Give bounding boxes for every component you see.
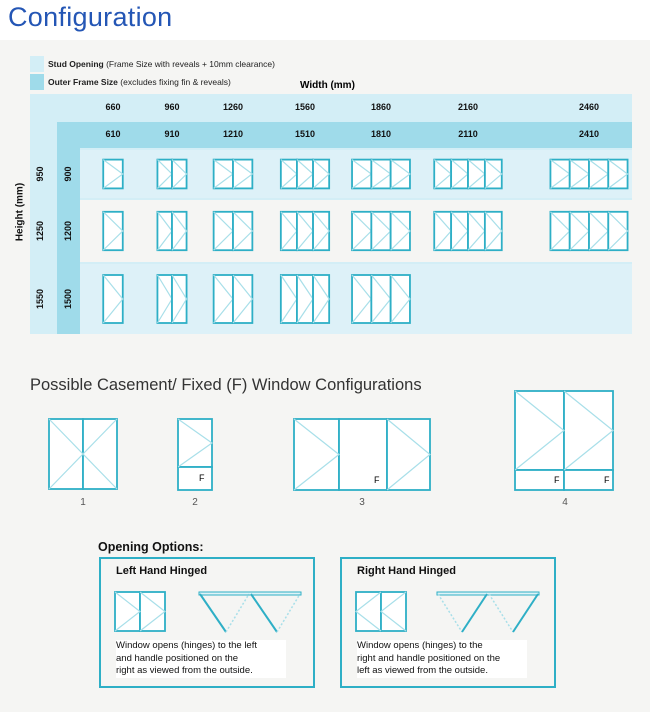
height-axis-label: Height (mm)	[14, 182, 26, 242]
frame-width-label: 910	[164, 129, 180, 139]
stud-width-label: 960	[164, 102, 180, 112]
configs-title: Possible Casement/ Fixed (F) Window Configurations	[30, 376, 422, 394]
opening-options-title: Opening Options:	[98, 540, 204, 554]
frame-width-label: 610	[105, 129, 121, 139]
stud-width-label: 1560	[294, 102, 316, 112]
window-pane	[140, 592, 165, 631]
desc-line: Window opens (hinges) to the left	[116, 640, 257, 651]
desc-line: and handle positioned on the	[116, 652, 239, 664]
desc-line: right as viewed from the outside.	[116, 665, 253, 676]
fixed-mark: F	[199, 473, 205, 483]
config-label: 3	[359, 497, 365, 508]
swing-path	[489, 594, 513, 632]
frame-width-label: 2110	[458, 129, 478, 139]
desc-line: Window opens (hinges) to the	[357, 640, 483, 651]
frame-height-label: 1200	[63, 220, 73, 242]
window-pane	[381, 592, 406, 631]
frame-width-label: 1810	[370, 129, 392, 139]
config-label: 4	[562, 497, 568, 508]
window-pane	[115, 592, 140, 631]
frame-height-label: 900	[63, 166, 73, 182]
swing-path	[277, 594, 300, 632]
stud-height-label: 1550	[35, 288, 45, 310]
page-title: Configuration	[8, 2, 173, 32]
frame-height-label: 1500	[63, 288, 73, 310]
stud-height-label: 950	[35, 166, 45, 182]
sash-line	[200, 594, 226, 632]
stud-width-label: 1860	[370, 102, 392, 112]
fixed-mark: F	[554, 475, 560, 485]
frame-width-label: 1510	[294, 129, 316, 139]
desc-line: left as viewed from the outside.	[357, 665, 488, 676]
swing-path	[226, 594, 249, 632]
legend-outer-text: (excludes fixing fin & reveals)	[117, 77, 231, 87]
frame-width-label: 2410	[578, 129, 600, 139]
desc-line: right and handle positioned on the	[357, 652, 501, 664]
legend-stud-bold: Stud Opening	[48, 59, 104, 69]
stud-width-label: 660	[105, 102, 121, 112]
legend-stud-text: (Frame Size with reveals + 10mm clearance)	[103, 59, 275, 69]
stud-width-label: 2160	[457, 102, 479, 112]
sash-line	[513, 594, 538, 632]
sash-line	[251, 594, 277, 632]
legend-outer-bold: Outer Frame Size	[48, 77, 118, 87]
window-pane	[356, 592, 381, 631]
config-label: 2	[192, 497, 198, 508]
box-title: Right Hand Hinged	[357, 565, 456, 577]
stud-width-label: 2460	[578, 102, 600, 112]
box-title: Left Hand Hinged	[116, 565, 208, 577]
fixed-mark: F	[374, 475, 380, 485]
stud-height-label: 1250	[35, 220, 45, 242]
sash-line	[462, 594, 487, 632]
swing-path	[438, 594, 462, 632]
width-axis-label: Width (mm)	[300, 80, 355, 91]
stud-width-label: 1260	[222, 102, 244, 112]
frame-plan	[437, 592, 539, 595]
frame-plan	[199, 592, 301, 595]
frame-width-label: 1210	[222, 129, 244, 139]
config-label: 1	[80, 497, 86, 508]
fixed-mark: F	[604, 475, 610, 485]
